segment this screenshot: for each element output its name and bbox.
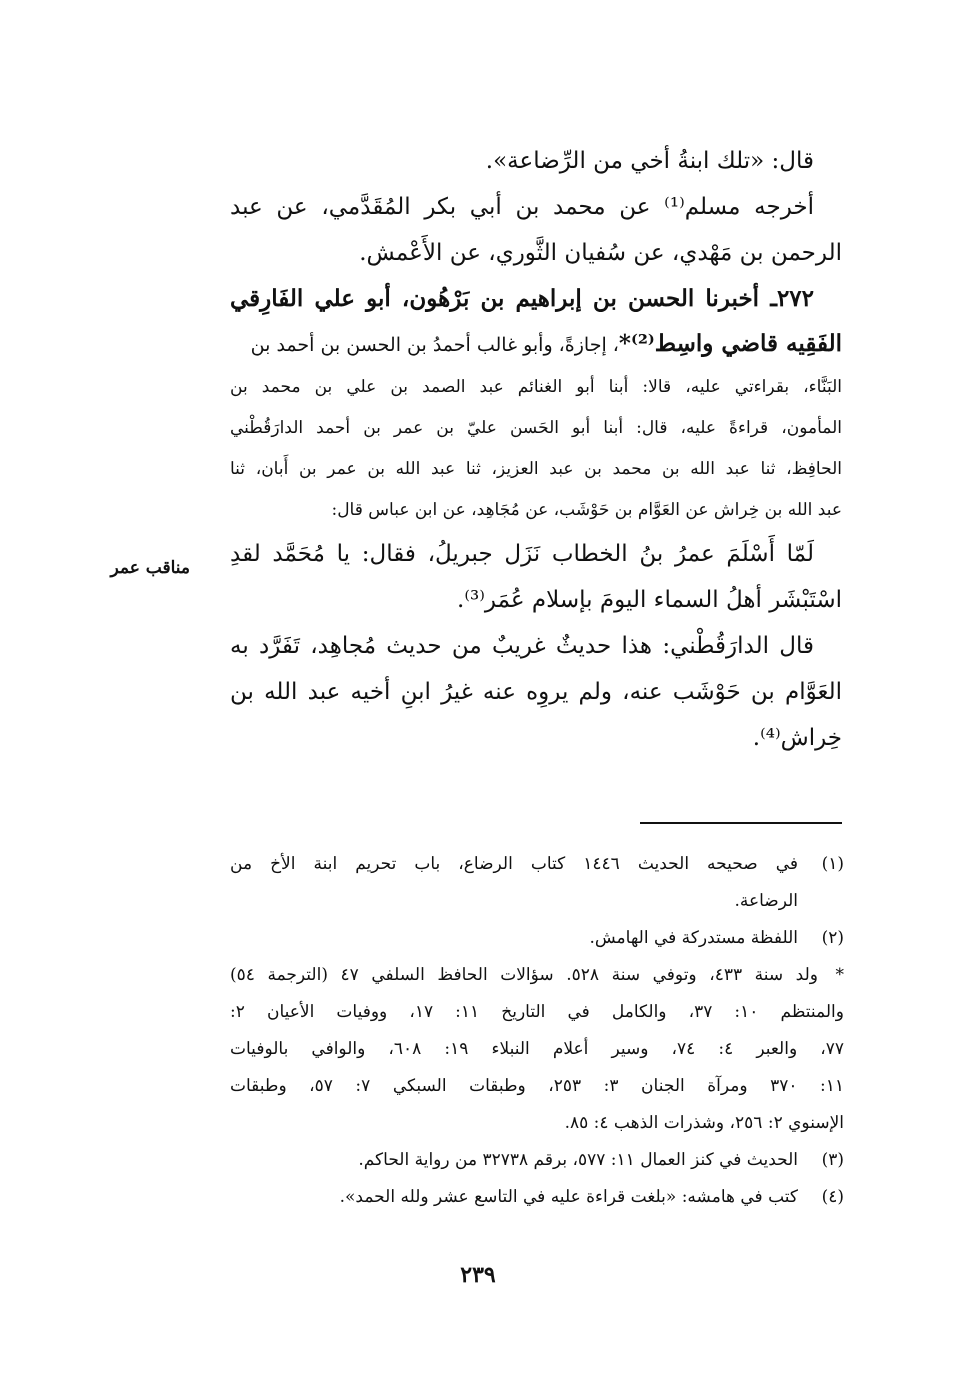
bold-fragment: الفَقِيه قاضي واسِط⁽²⁾*: [618, 330, 842, 357]
plain-fragment: ، إجازةً، وأبو غالب أحمدُ بن الحسن بن أحمد بن: [250, 334, 619, 356]
footnote-number: (٢): [821, 928, 844, 948]
isnad-line: عبد الله بن خِراش عن العَوَّام بن حَوْشَب، عن مُجَاهِد، عن ابن عباس قال:: [331, 500, 842, 520]
footnote-line: ٧٧، والعبر ٤: ٧٤، وسير أعلام النبلاء ١٩: ٦٠٨، والوافي بالوفيات: [230, 1039, 845, 1059]
isnad-line: البَنَّاء، بقراءتي عليه، قالا: أبنا أبو الغنائم عبد الصمد بن علي بن محمد بن: [230, 377, 842, 397]
footnote-line: الحديث في كنز العمال ١١: ٥٧٧، برقم ٣٢٧٣٨ من رواية الحاكم.: [358, 1150, 798, 1170]
footnote-number: (٣): [821, 1150, 844, 1170]
text-line: أخرجه مسلم⁽¹⁾ عن محمد بن أبي بكر المُقَدَّمي، عن عبد: [230, 194, 814, 220]
text-line: خِراش⁽⁴⁾.: [752, 725, 842, 751]
isnad-line: الحافِظ، ثنا عبد الله بن محمد بن عبد العزيز، ثنا عبد الله بن عمر بن أَبان، ثنا: [230, 459, 842, 479]
footnotes: [230, 846, 844, 1216]
footnote-line: ١١: ٣٧٠ ومرآة الجنان ٣: ٢٥٣، وطبقات السبكي ٧: ٥٧، وطبقات: [230, 1076, 844, 1096]
hadith-heading-line: ٢٧٢ـ أخبرنا الحسن بن إبراهيم بن بَرْهُون، أبو علي الفَارِقي: [230, 285, 814, 312]
text-line: قال الدارَقُطْني: هذا حديثٌ غريبٌ من حديث مُجاهِد، تَفَرَّد به: [230, 633, 814, 659]
footnote-number: (٤): [821, 1187, 844, 1207]
footnote-line: ولد سنة ٤٣٣، وتوفي سنة ٥٢٨. سؤالات الحافظ السلفي ٤٧ (الترجمة ٥٤): [230, 965, 818, 985]
text-line: العَوَّام بن حَوْشَب عنه، ولم يروِه عنه غيرُ ابنِ أخيه عبد الله بن: [230, 679, 842, 705]
footnote-4: [230, 1179, 844, 1216]
footnote-line: والمنتظم ١٠: ٣٧، والكامل في التاريخ ١١: ١٧، ووفيات الأعيان ٢:: [230, 1002, 844, 1022]
isnad-line: المأمون، قراءةً عليه، قال: أبنا أبو الحَسن عليّ بن عمر بن أحمد الدارَقُطْني: [230, 418, 842, 438]
matn-line: لَمّا أَسْلَمَ عمرُ بنُ الخطاب نَزَل جبريلُ، فقال: يا مُحَمَّد لقدِ: [230, 541, 814, 567]
footnote-3: [230, 1142, 844, 1179]
footnote-number: (١): [821, 854, 844, 874]
margin-note: مناقب عمر: [110, 558, 190, 578]
footnote-number: *: [835, 965, 844, 985]
footnote-line: الإسنوي ٢: ٢٥٦، وشذرات الذهب ٤: ٨٥.: [564, 1113, 844, 1133]
footnote-line: اللفظة مستدركة في الهامش.: [589, 928, 798, 948]
footnote-star: [230, 957, 844, 1142]
footnote-2: [230, 920, 844, 957]
text-line: قال: «تلك ابنةُ أخي من الرِّضاعة».: [485, 148, 814, 174]
page-number: ٢٣٩: [460, 1262, 496, 1288]
text-line: الرحمن بن مَهْدي، عن سُفيان الثَّوري، عن الأَعْمش.: [359, 240, 842, 266]
matn-line: اسْتَبْشَر أهلُ السماء اليومَ بإسلام عُمَر⁽³⁾.: [457, 587, 842, 613]
footnote-line: في صحيحه الحديث ١٤٤٦ كتاب الرضاع، باب تحريم ابنة الأخ من: [230, 854, 799, 874]
footnote-1: [230, 846, 844, 920]
footnote-separator: [640, 822, 842, 824]
main-text: [230, 138, 842, 761]
footnote-line: الرضاعة.: [734, 891, 798, 911]
text-line-mixed: [230, 322, 842, 367]
footnote-line: كتب في هامشه: «بلغت قراءة عليه في التاسع عشر ولله الحمد».: [339, 1187, 798, 1207]
